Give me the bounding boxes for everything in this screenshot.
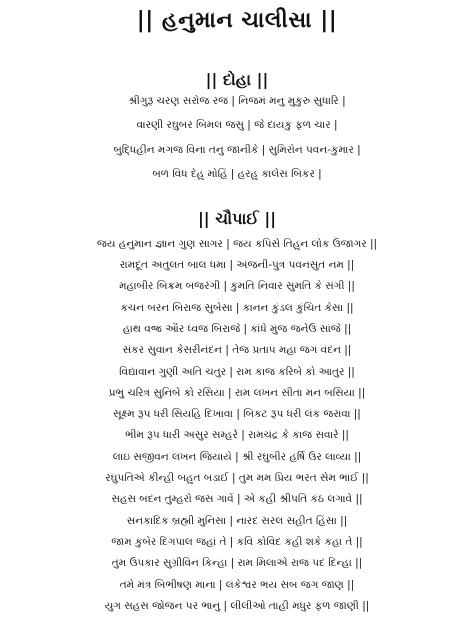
chaupai-line: મહાબીર બિક્રમ બજરંગી | કુમતિ નિવાર સુમતિ કે સંગી || <box>119 280 355 292</box>
chaupai-line: સહસ બદન તુમ્હરો જસ ગાવેં | એ કહી શ્રીપતિ કંઠ લગાવે || <box>111 493 363 505</box>
chaupai-line: સૂક્ષ્મ રૂપ ધરી સિયહિ દિખાવા | બિકટ રૂપ ધરી લંક જરાવા || <box>113 408 361 420</box>
chaupai-line: જય હનુમાન જ્ઞાન ગુણ સાગર | જય કપિસે તિહુન લોક ઉજાગર || <box>96 238 378 250</box>
chaupai-line: તુમ ઉપકાર સુગ્રીવિન કિન્હા | રામ મિલાએ રાજ પદ દિન્હા || <box>111 557 363 569</box>
chaupai-line: સંકર સુવાન કેસરીનંદન | તેજ પ્રતાપ મહા જગ વંદન || <box>122 344 352 356</box>
doha-line: શ્રીગુરૂ ચરણ સરોજ રજ | નિજમં મનુ મુકુરુ સુધારિ | <box>128 95 346 107</box>
doha-heading: || દોહા || <box>205 70 269 89</box>
page-title: || હનુમાન ચાલીસા || <box>136 8 338 33</box>
chaupai-line: વિદ્યાવાન ગુણી અતિ ચતુર | રામ કાજ કરિબે કો આતુર || <box>119 366 355 378</box>
doha-line: બુદ્ધિહીન મગજ વિના તનુ જાનીકે | સુમિરોન પવન-કુમાર | <box>113 144 361 156</box>
chaupai-line: હાથ વજ્ર ઔર ધ્વજ બિરાજે | કાંધે મુંજ જનેઉ સાંજે || <box>122 323 352 335</box>
chaupai-line: રામદૂત અતુલત બાલ ધમા | અંજની-પુત્ર પવનસુત નમ || <box>119 259 355 271</box>
chaupai-line: તમે મંત્ર બિભીષણ માના | લંકેશ્વર ભય સબ જગ જાણ || <box>119 579 355 591</box>
chaupai-line: પ્રભુ ચરિત્ર સુનિબે કો રસિયા | રામ લખન સીતા મન બસિયા || <box>108 387 366 399</box>
chaupai-line: ભીમ રૂપ ધારી અસુર સમ્હરે | રામચંદ્ર કે કાજ સવારે || <box>125 429 349 441</box>
chaupai-line: કચન બરન બિરાજ સુબેસા | કાનન કુંડલ કુંચિત કેસા || <box>120 302 354 314</box>
chaupai-line: રઘુપતિએ કીન્હી બહુત બડાઈ | તુમ મમ પ્રિય ભરત સેમ ભાઈ || <box>105 472 369 484</box>
chaupai-line: સનકાદિક બ્રહ્મી મુનિસા | નારદ સરલ સહીત હિંસા || <box>126 515 348 527</box>
chaupai-line: યુગ સહસ જોજન પર ભાનુ | લીલીઓ તાહી મધુર ફળ જાણી || <box>104 600 370 612</box>
chaupai-line: લાઇ સજીવન લખન જિયાયે | શ્રી રઘુબીર હર્ષિ ઉર લાવ્યા || <box>112 451 362 463</box>
chaupai-line: જામ કુબેર દિગપાલ જહાં તે | કવિ કોવિદ કહી શકે કહા તે || <box>111 536 363 548</box>
doha-line: બળ વિધ દેહુ મોહિં | હરહુ કાલેસ બિકર | <box>152 168 322 180</box>
chaupai-heading: || ચૌપાઈ || <box>197 209 277 228</box>
doha-line: વારણી રઘુબર બિમલ જસુ | જે દાયકુ ફળ ચાર | <box>136 119 338 131</box>
